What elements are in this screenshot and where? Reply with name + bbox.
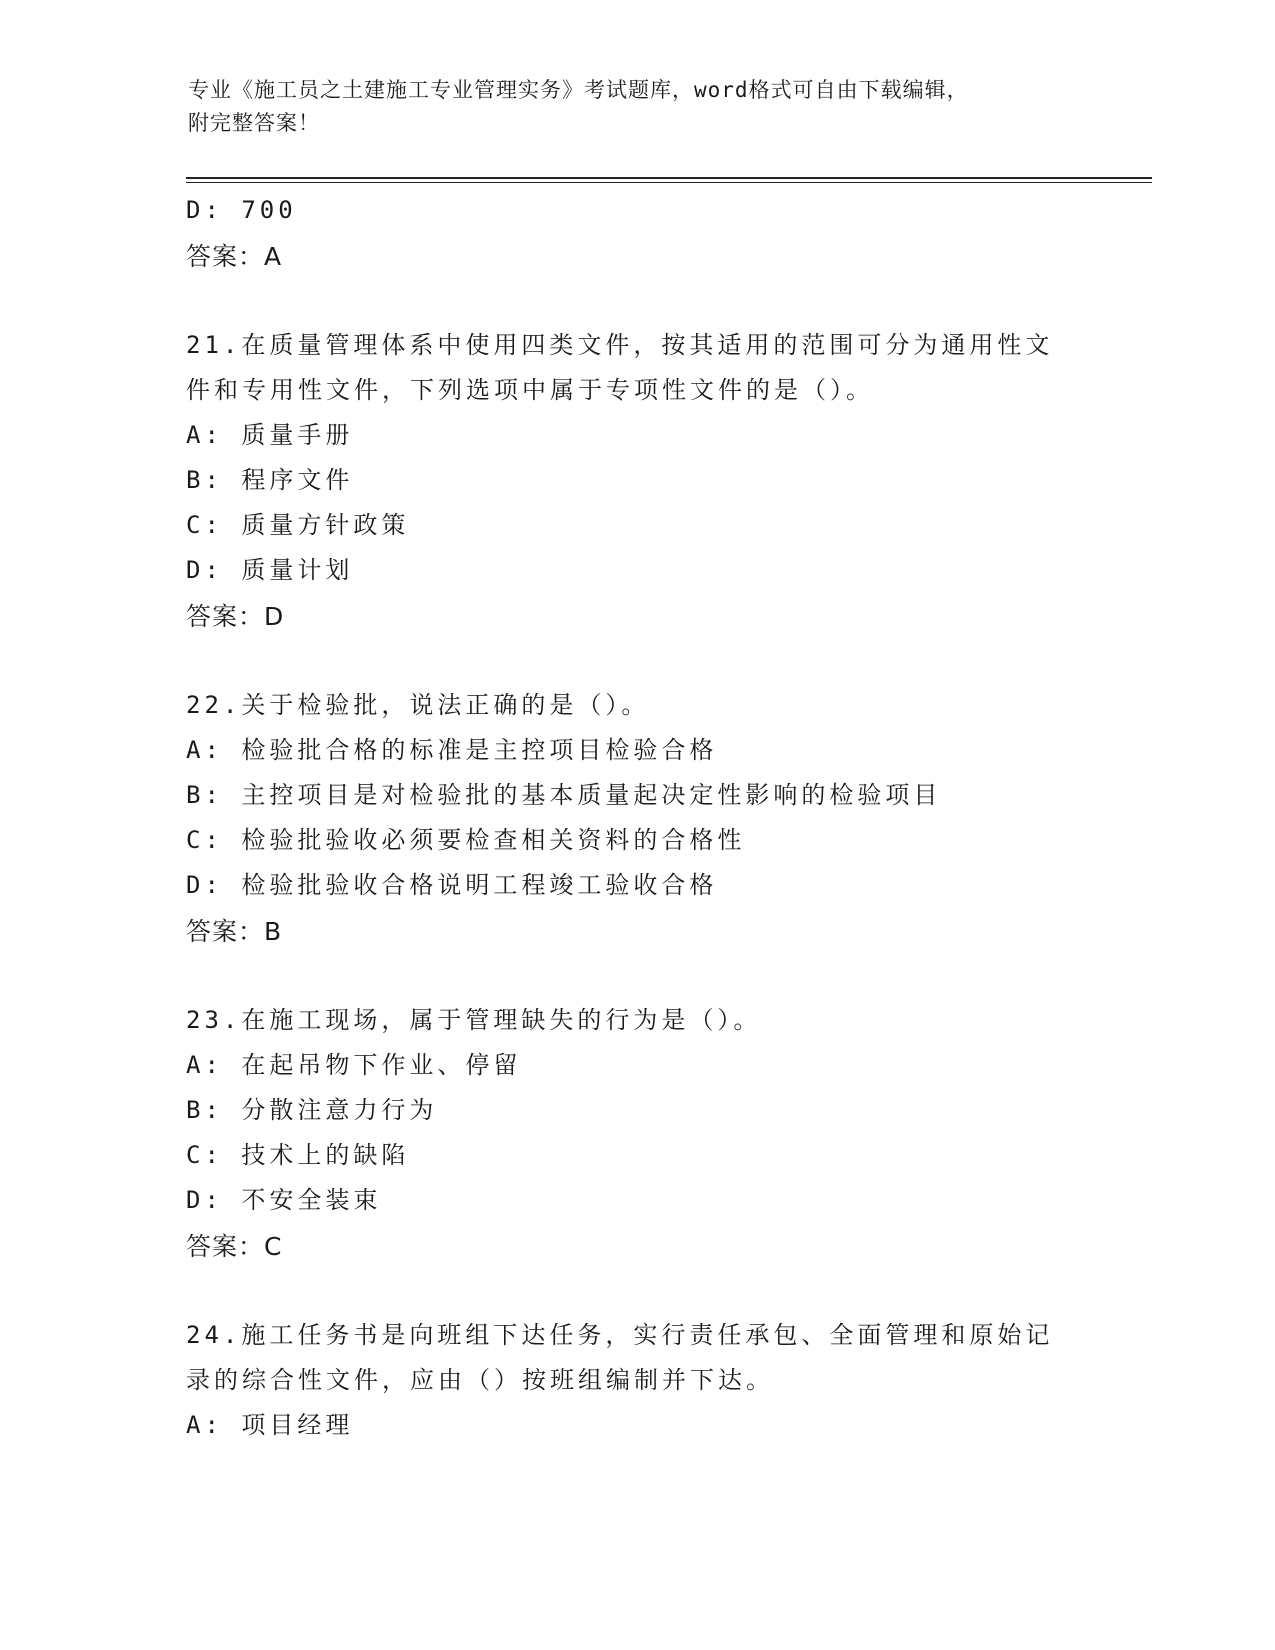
spacer: [186, 640, 1146, 683]
spacer: [186, 1270, 1146, 1313]
answer-line: 答案：C: [186, 1232, 283, 1261]
question-stem: 录的综合性文件，应由（）按班组编制并下达。: [186, 1366, 774, 1394]
option-a: A: 在起吊物下作业、停留: [186, 1051, 522, 1079]
option-b: B: 分散注意力行为: [186, 1096, 438, 1124]
lead-block: [186, 188, 1146, 280]
question-22: [186, 683, 1146, 955]
option-a: A: 项目经理: [186, 1411, 354, 1439]
header-divider-thin: [186, 182, 1152, 183]
option-c: C: 技术上的缺陷: [186, 1141, 410, 1169]
page-header: [188, 74, 1088, 140]
spacer: [186, 280, 1146, 323]
option-d: D: 不安全装束: [186, 1186, 382, 1214]
question-stem: 22.关于检验批，说法正确的是（）。: [186, 691, 650, 719]
option-c: C: 质量方针政策: [186, 511, 410, 539]
question-list: [186, 188, 1146, 1448]
option-c: C: 检验批验收必须要检查相关资料的合格性: [186, 826, 746, 854]
question-21: [186, 323, 1146, 640]
question-stem: 23.在施工现场，属于管理缺失的行为是（）。: [186, 1006, 762, 1034]
question-23: [186, 998, 1146, 1270]
option-b: B: 主控项目是对检验批的基本质量起决定性影响的检验项目: [186, 781, 942, 809]
question-stem: 24.施工任务书是向班组下达任务，实行责任承包、全面管理和原始记: [186, 1321, 1054, 1349]
header-line-2: 附完整答案！: [188, 111, 320, 135]
question-stem: 件和专用性文件，下列选项中属于专项性文件的是（）。: [186, 376, 874, 404]
answer-line: 答案：D: [186, 602, 285, 631]
header-divider-thick: [186, 177, 1152, 179]
question-stem: 21.在质量管理体系中使用四类文件，按其适用的范围可分为通用性文: [186, 331, 1054, 359]
spacer: [186, 955, 1146, 998]
option-a: A: 检验批合格的标准是主控项目检验合格: [186, 736, 718, 764]
answer-line: 答案：B: [186, 917, 283, 946]
option-b: B: 程序文件: [186, 466, 354, 494]
option-d: D: 质量计划: [186, 556, 354, 584]
option-a: A: 质量手册: [186, 421, 354, 449]
question-24: [186, 1313, 1146, 1448]
option-d: D: 700: [186, 196, 297, 224]
header-line-1: 专业《施工员之土建施工专业管理实务》考试题库，word格式可自由下载编辑，: [188, 78, 969, 102]
answer-line: 答案：A: [186, 242, 283, 271]
option-d: D: 检验批验收合格说明工程竣工验收合格: [186, 871, 718, 899]
